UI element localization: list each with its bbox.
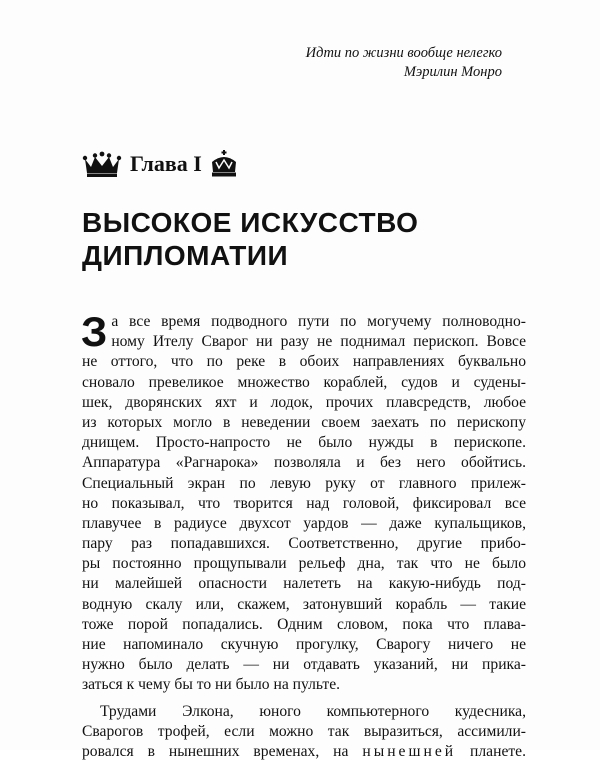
- text-fragment: ровался в нынешних временах, на: [82, 742, 349, 760]
- text-line: ни малейшей опасности налететь на какую-нибудь под-: [82, 575, 526, 593]
- text-line: Специальный экран по левую руку от главного прилеж-: [82, 474, 526, 492]
- text-line: днищем. Просто-напросто не было нужды в перископе.: [82, 434, 526, 452]
- body-text: [81, 308, 526, 762]
- text-line: шек, дворянских яхт и лодок, прочих плавсредств, любое: [82, 393, 526, 411]
- text-line: Трудами Элкона, юного компьютерного кудесника,: [100, 702, 526, 720]
- text-line: не оттого, что по реке в обоих направлениях буквально: [82, 353, 526, 371]
- epigraph-author: Мэрилин Монро: [403, 64, 502, 80]
- title-line-1: ВЫСОКОЕ ИСКУССТВО: [82, 207, 419, 238]
- text-line: ние напоминало скучную прогулку, Сварогу ничего не: [82, 636, 526, 653]
- text-line: водную скалу или, скажем, затонувший корабль — такие: [82, 595, 526, 613]
- text-line: пару раз попадавшихся. Соответственно, другие прибо-: [82, 535, 526, 553]
- text-line: сновало превеликое множество кораблей, судов и судены-: [82, 373, 526, 391]
- chapter-title: [82, 206, 418, 272]
- text-line: а все время подводного пути по могучему полноводно-: [111, 313, 526, 330]
- text-fragment: планете.: [470, 742, 526, 760]
- text-line: тоже порой попадались. Одним словом, пока что плава-: [82, 615, 526, 633]
- text-line: Аппаратура «Рагнарока» позволяла и без него обойтись.: [82, 454, 526, 472]
- chapter-heading: [82, 148, 240, 180]
- text-line: плавучее в радиусе двухсот уардов — даже купальщиков,: [82, 514, 526, 532]
- drop-cap: З: [81, 308, 108, 355]
- text-line: ры постоянно прощупывали рельеф дна, так что не было: [82, 555, 526, 573]
- text-fragment-spaced: нынешней: [362, 742, 457, 760]
- text-line: из которых могло в неведении своем заехать по перископу: [82, 413, 526, 431]
- text-line: заться к чему бы то ни было на пульте.: [82, 676, 341, 694]
- epigraph-quote: Идти по жизни вообще нелегко: [305, 45, 502, 61]
- text-line: Сварогов трофей, если можно так выразиться, ассимили-: [82, 722, 526, 740]
- epigraph: [306, 44, 502, 82]
- crown-icon: [82, 149, 122, 179]
- title-line-2: ДИПЛОМАТИИ: [82, 240, 289, 271]
- text-line: [82, 742, 526, 762]
- text-line: ному Ителу Сварог ни разу не поднимал перископ. Вовсе: [111, 333, 526, 351]
- text-line: нужно было делать — ни отдавать указаний, ни прика-: [82, 656, 526, 674]
- text-line: но показывал, что творится над головой, фиксировал все: [82, 494, 526, 512]
- chapter-label: Глава I: [130, 151, 202, 176]
- crown-icon: [208, 148, 240, 180]
